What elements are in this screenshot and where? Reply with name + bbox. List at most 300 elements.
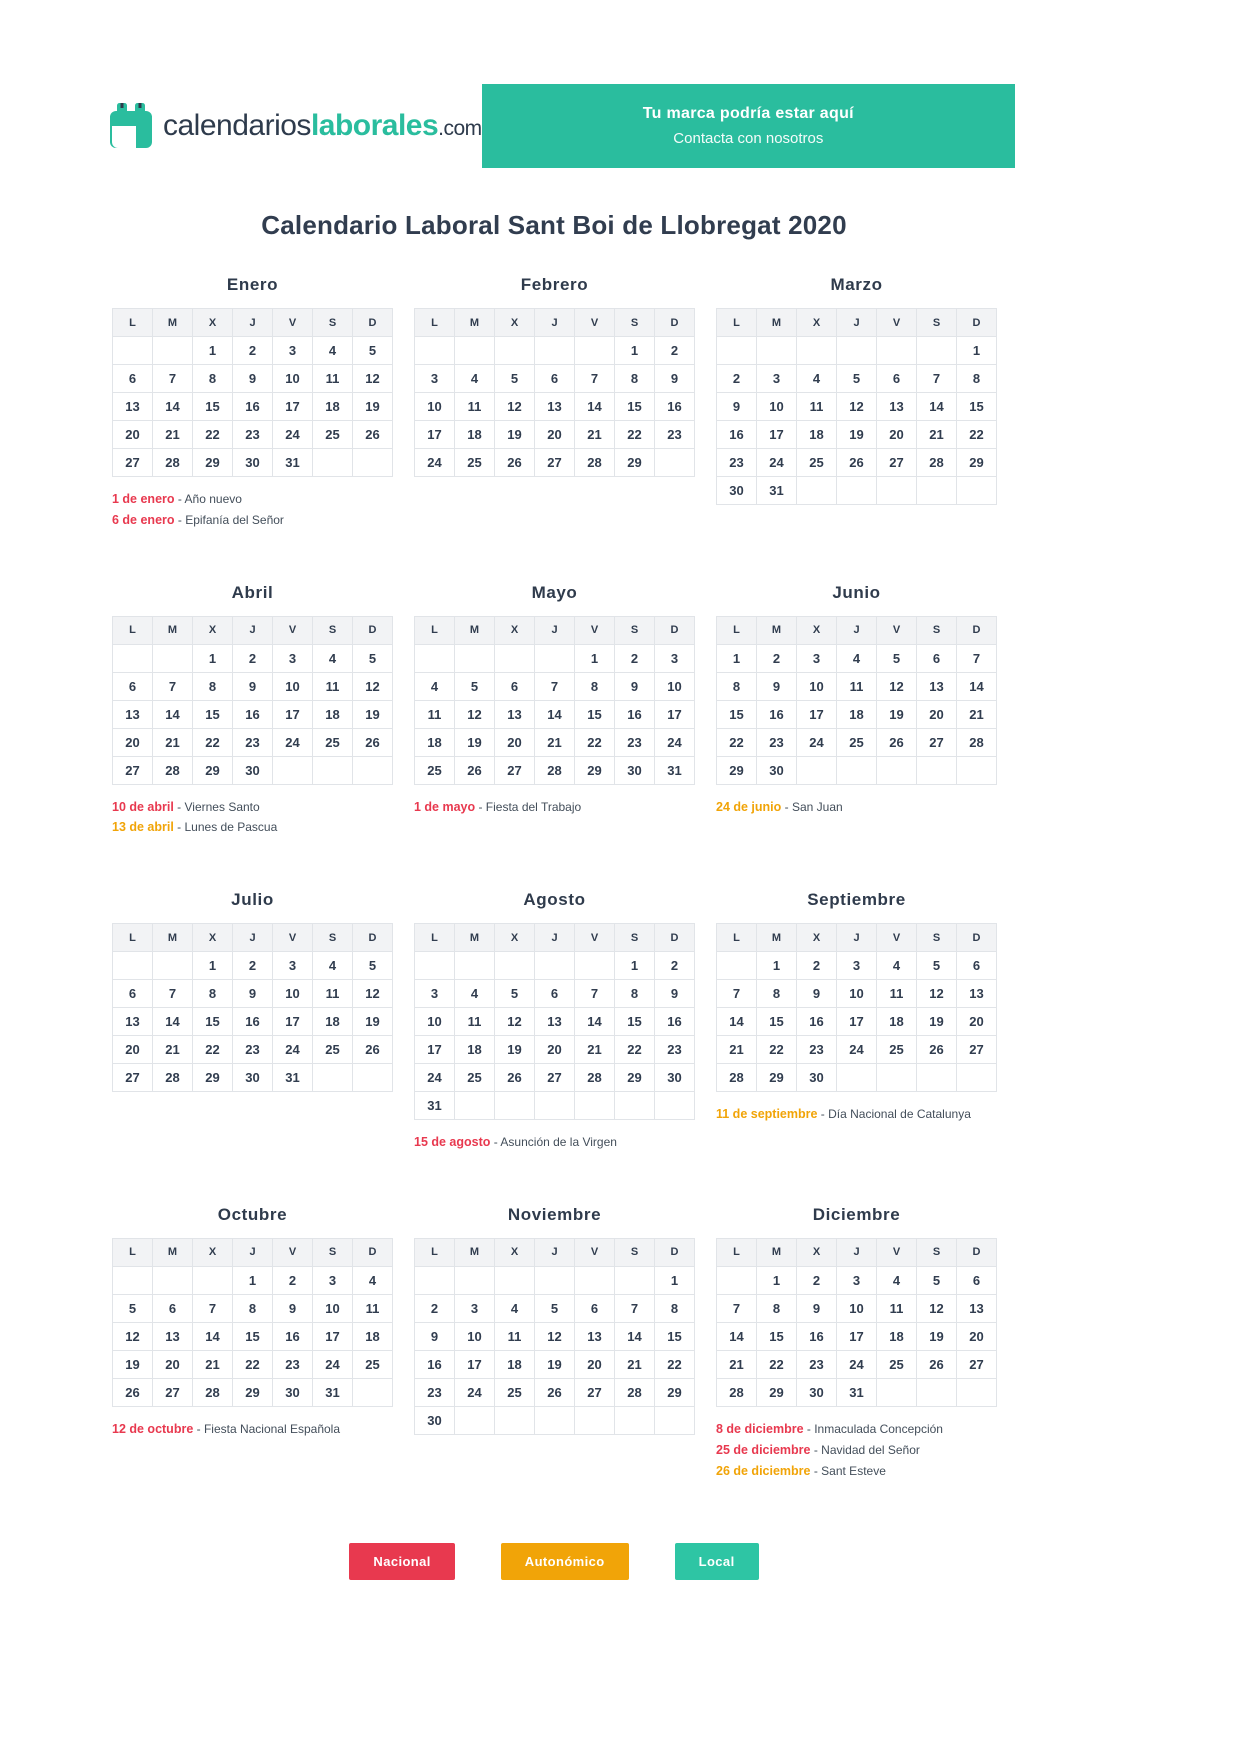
empty-cell xyxy=(495,1266,535,1294)
day-cell: 29 xyxy=(233,1378,273,1406)
weekday-header: J xyxy=(233,924,273,952)
day-cell: 7 xyxy=(575,365,615,393)
day-cell: 12 xyxy=(353,365,393,393)
day-cell: 16 xyxy=(797,1322,837,1350)
day-cell: 16 xyxy=(797,1008,837,1036)
weekday-header: D xyxy=(353,924,393,952)
day-cell: 1 xyxy=(615,952,655,980)
weekday-row xyxy=(717,1238,997,1266)
day-cell: 10 xyxy=(655,672,695,700)
day-cell: 30 xyxy=(273,1378,313,1406)
day-cell: 24 xyxy=(313,1350,353,1378)
empty-cell xyxy=(455,337,495,365)
day-cell: 5 xyxy=(353,952,393,980)
holiday-note-date: 25 de diciembre xyxy=(716,1442,811,1457)
empty-cell xyxy=(717,1266,757,1294)
day-cell: 12 xyxy=(353,980,393,1008)
day-cell: 29 xyxy=(757,1064,797,1092)
weekday-header: M xyxy=(757,1238,797,1266)
day-cell: 11 xyxy=(455,393,495,421)
holiday-note-date: 1 de enero xyxy=(112,492,175,506)
day-cell: 6 xyxy=(495,672,535,700)
day-cell: 25 xyxy=(455,449,495,477)
day-cell: 8 xyxy=(655,1294,695,1322)
holiday-note-desc: - San Juan xyxy=(781,799,843,814)
empty-cell xyxy=(535,337,575,365)
week-row xyxy=(415,728,695,756)
week-row xyxy=(415,1350,695,1378)
day-cell: 17 xyxy=(455,1350,495,1378)
day-cell: 27 xyxy=(575,1378,615,1406)
month-title: Julio xyxy=(231,890,274,910)
day-cell: 30 xyxy=(233,1064,273,1092)
day-cell: 5 xyxy=(353,644,393,672)
weekday-header: X xyxy=(495,616,535,644)
day-cell: 5 xyxy=(917,952,957,980)
day-cell: 29 xyxy=(957,449,997,477)
day-cell: 11 xyxy=(353,1294,393,1322)
day-cell: 7 xyxy=(917,365,957,393)
empty-cell xyxy=(837,1064,877,1092)
week-row xyxy=(717,1266,997,1294)
weekday-header: X xyxy=(495,1238,535,1266)
day-cell: 25 xyxy=(837,728,877,756)
day-cell: 24 xyxy=(273,1036,313,1064)
empty-cell xyxy=(535,644,575,672)
day-cell: 16 xyxy=(273,1322,313,1350)
day-cell: 5 xyxy=(837,365,877,393)
weekday-header: S xyxy=(313,309,353,337)
week-row xyxy=(415,980,695,1008)
day-cell: 9 xyxy=(273,1294,313,1322)
empty-cell xyxy=(797,756,837,784)
legend-nacional-button[interactable]: Nacional xyxy=(349,1543,454,1580)
day-cell: 24 xyxy=(455,1378,495,1406)
weekday-row xyxy=(415,1238,695,1266)
day-cell: 29 xyxy=(193,449,233,477)
weekday-header: J xyxy=(233,309,273,337)
holiday-note-desc: - Inmaculada Concepción xyxy=(803,1421,943,1436)
day-cell: 10 xyxy=(273,980,313,1008)
weekday-header: J xyxy=(837,309,877,337)
week-row xyxy=(415,644,695,672)
weekday-row xyxy=(113,309,393,337)
empty-cell xyxy=(575,337,615,365)
empty-cell xyxy=(495,1092,535,1120)
month-title: Noviembre xyxy=(507,1204,602,1224)
week-row xyxy=(717,952,997,980)
day-cell: 28 xyxy=(153,756,193,784)
day-cell: 4 xyxy=(495,1294,535,1322)
day-cell: 26 xyxy=(353,1036,393,1064)
day-cell: 28 xyxy=(535,756,575,784)
weekday-header: J xyxy=(535,1238,575,1266)
weekday-header: X xyxy=(193,616,233,644)
day-cell: 4 xyxy=(455,365,495,393)
week-row xyxy=(717,477,997,505)
day-cell: 7 xyxy=(957,644,997,672)
weekday-header: X xyxy=(495,924,535,952)
month-title: Septiembre xyxy=(807,890,906,910)
day-cell: 19 xyxy=(113,1350,153,1378)
day-cell: 17 xyxy=(415,1036,455,1064)
day-cell: 8 xyxy=(957,365,997,393)
weekday-header: J xyxy=(233,616,273,644)
empty-cell xyxy=(455,644,495,672)
weekday-header: D xyxy=(655,924,695,952)
day-cell: 23 xyxy=(415,1378,455,1406)
empty-cell xyxy=(615,1092,655,1120)
weekday-header: L xyxy=(717,924,757,952)
holiday-note-desc: - Viernes Santo xyxy=(173,799,260,814)
weekday-header: X xyxy=(797,1238,837,1266)
day-cell: 15 xyxy=(575,700,615,728)
day-cell: 4 xyxy=(313,337,353,365)
day-cell: 4 xyxy=(837,644,877,672)
day-cell: 28 xyxy=(193,1378,233,1406)
week-row xyxy=(113,393,393,421)
day-cell: 24 xyxy=(837,1350,877,1378)
day-cell: 3 xyxy=(797,644,837,672)
weekday-header: D xyxy=(353,309,393,337)
day-cell: 28 xyxy=(153,449,193,477)
holiday-note xyxy=(112,1419,393,1440)
week-row xyxy=(717,337,997,365)
weekday-header: S xyxy=(615,309,655,337)
day-cell: 17 xyxy=(273,393,313,421)
day-cell: 5 xyxy=(535,1294,575,1322)
weekday-header: X xyxy=(495,309,535,337)
week-row xyxy=(113,1350,393,1378)
day-cell: 23 xyxy=(757,728,797,756)
day-cell: 9 xyxy=(797,980,837,1008)
day-cell: 14 xyxy=(717,1008,757,1036)
day-cell: 14 xyxy=(153,393,193,421)
week-row xyxy=(113,728,393,756)
holiday-day-cell: 13 xyxy=(113,700,153,728)
empty-cell xyxy=(917,477,957,505)
day-cell: 31 xyxy=(313,1378,353,1406)
day-cell: 19 xyxy=(353,1008,393,1036)
weekday-row xyxy=(717,309,997,337)
legend-autonomico-button[interactable]: Autonómico xyxy=(501,1543,629,1580)
day-cell: 24 xyxy=(273,728,313,756)
day-cell: 29 xyxy=(717,756,757,784)
weekday-row xyxy=(717,924,997,952)
month-calendar xyxy=(414,923,695,1120)
day-cell: 15 xyxy=(655,1322,695,1350)
day-cell: 6 xyxy=(917,644,957,672)
holiday-note-date: 10 de abril xyxy=(112,799,174,814)
month-calendar xyxy=(112,616,393,785)
day-cell: 8 xyxy=(757,980,797,1008)
month-block xyxy=(414,1205,695,1447)
weekday-header: S xyxy=(313,924,353,952)
weekday-header: J xyxy=(837,616,877,644)
weekday-header: X xyxy=(797,309,837,337)
logo-wordmark xyxy=(163,109,482,143)
weekday-row xyxy=(113,924,393,952)
weekday-header: S xyxy=(615,1238,655,1266)
logo[interactable] xyxy=(108,84,482,168)
week-row xyxy=(717,1064,997,1092)
day-cell: 29 xyxy=(655,1378,695,1406)
empty-cell xyxy=(153,644,193,672)
day-cell: 24 xyxy=(273,421,313,449)
day-cell: 22 xyxy=(717,728,757,756)
weekday-row xyxy=(415,924,695,952)
empty-cell xyxy=(917,1064,957,1092)
holiday-note xyxy=(112,817,393,838)
month-calendar xyxy=(112,308,393,477)
day-cell: 2 xyxy=(233,337,273,365)
month-title: Abril xyxy=(231,582,274,602)
day-cell: 22 xyxy=(575,728,615,756)
day-cell: 1 xyxy=(233,1266,273,1294)
day-cell: 8 xyxy=(193,980,233,1008)
day-cell: 10 xyxy=(313,1294,353,1322)
day-cell: 20 xyxy=(535,1036,575,1064)
month-title: Junio xyxy=(832,582,881,602)
day-cell: 18 xyxy=(313,393,353,421)
day-cell: 4 xyxy=(353,1266,393,1294)
weekday-header: S xyxy=(917,616,957,644)
weekday-header: V xyxy=(273,1238,313,1266)
holiday-note-date: 6 de enero xyxy=(112,512,175,527)
empty-cell xyxy=(837,756,877,784)
day-cell: 22 xyxy=(757,1350,797,1378)
day-cell: 31 xyxy=(757,477,797,505)
holiday-day-cell: 8 xyxy=(757,1294,797,1322)
day-cell: 28 xyxy=(575,1064,615,1092)
day-cell: 3 xyxy=(273,337,313,365)
day-cell: 18 xyxy=(455,1036,495,1064)
empty-cell xyxy=(655,1406,695,1434)
day-cell: 13 xyxy=(495,700,535,728)
day-cell: 18 xyxy=(837,700,877,728)
empty-cell xyxy=(455,1092,495,1120)
empty-cell xyxy=(455,1266,495,1294)
day-cell: 27 xyxy=(535,1064,575,1092)
month-block xyxy=(112,275,393,531)
day-cell: 25 xyxy=(313,728,353,756)
empty-cell xyxy=(957,1378,997,1406)
week-row xyxy=(415,365,695,393)
day-cell: 26 xyxy=(113,1378,153,1406)
day-cell: 19 xyxy=(353,700,393,728)
legend xyxy=(108,1543,1000,1580)
day-cell: 19 xyxy=(917,1008,957,1036)
day-cell: 2 xyxy=(797,1266,837,1294)
month-calendar xyxy=(716,616,997,785)
weekday-header: S xyxy=(615,616,655,644)
holiday-note xyxy=(716,1419,997,1440)
day-cell: 21 xyxy=(717,1036,757,1064)
day-cell: 6 xyxy=(535,365,575,393)
week-row xyxy=(113,980,393,1008)
empty-cell xyxy=(535,1266,575,1294)
holiday-note-date: 8 de diciembre xyxy=(716,1421,804,1436)
day-cell: 18 xyxy=(455,421,495,449)
week-row xyxy=(415,1064,695,1092)
weekday-header: D xyxy=(957,924,997,952)
day-cell: 9 xyxy=(717,393,757,421)
day-cell: 11 xyxy=(415,700,455,728)
day-cell: 16 xyxy=(233,700,273,728)
day-cell: 19 xyxy=(495,1036,535,1064)
day-cell: 26 xyxy=(917,1036,957,1064)
day-cell: 24 xyxy=(757,449,797,477)
day-cell: 29 xyxy=(193,756,233,784)
empty-cell xyxy=(615,1266,655,1294)
holiday-note xyxy=(716,1440,997,1461)
month-notes xyxy=(716,1419,997,1481)
banner-contact-link[interactable]: Contacta con nosotros xyxy=(673,130,824,147)
empty-cell xyxy=(575,1406,615,1434)
month-block xyxy=(414,275,695,489)
day-cell: 11 xyxy=(877,1294,917,1322)
empty-cell xyxy=(877,1064,917,1092)
empty-cell xyxy=(495,1406,535,1434)
day-cell: 22 xyxy=(233,1350,273,1378)
day-cell: 3 xyxy=(757,365,797,393)
empty-cell xyxy=(917,337,957,365)
empty-cell xyxy=(193,1266,233,1294)
week-row xyxy=(415,449,695,477)
day-cell: 4 xyxy=(415,672,455,700)
empty-cell xyxy=(917,756,957,784)
day-cell: 27 xyxy=(917,728,957,756)
month-notes xyxy=(716,1104,997,1125)
day-cell: 29 xyxy=(193,1064,233,1092)
holiday-day-cell: 24 xyxy=(797,728,837,756)
day-cell: 2 xyxy=(655,337,695,365)
day-cell: 12 xyxy=(535,1322,575,1350)
empty-cell xyxy=(415,1266,455,1294)
empty-cell xyxy=(877,477,917,505)
day-cell: 7 xyxy=(615,1294,655,1322)
day-cell: 22 xyxy=(615,421,655,449)
day-cell: 5 xyxy=(917,1266,957,1294)
day-cell: 22 xyxy=(193,421,233,449)
week-row xyxy=(415,421,695,449)
holiday-day-cell: 1 xyxy=(575,644,615,672)
day-cell: 21 xyxy=(535,728,575,756)
day-cell: 30 xyxy=(233,449,273,477)
day-cell: 2 xyxy=(233,952,273,980)
day-cell: 9 xyxy=(233,672,273,700)
week-row xyxy=(717,728,997,756)
weekday-header: M xyxy=(153,1238,193,1266)
day-cell: 21 xyxy=(957,700,997,728)
holiday-note-desc: - Día Nacional de Catalunya xyxy=(817,1107,971,1122)
day-cell: 4 xyxy=(313,644,353,672)
holiday-note-date: 13 de abril xyxy=(112,820,174,835)
day-cell: 20 xyxy=(113,1036,153,1064)
day-cell: 25 xyxy=(313,421,353,449)
week-row xyxy=(717,1294,997,1322)
holiday-note xyxy=(716,1104,997,1125)
day-cell: 9 xyxy=(415,1322,455,1350)
empty-cell xyxy=(575,952,615,980)
day-cell: 23 xyxy=(233,421,273,449)
day-cell: 1 xyxy=(717,644,757,672)
day-cell: 16 xyxy=(615,700,655,728)
weekday-header: V xyxy=(575,309,615,337)
day-cell: 21 xyxy=(575,1036,615,1064)
day-cell: 25 xyxy=(877,1036,917,1064)
logo-text-bold: laborales xyxy=(310,109,439,142)
month-title: Octubre xyxy=(217,1204,288,1224)
weekday-header: J xyxy=(535,309,575,337)
day-cell: 15 xyxy=(193,1008,233,1036)
day-cell: 23 xyxy=(797,1350,837,1378)
day-cell: 15 xyxy=(193,700,233,728)
week-row xyxy=(415,1322,695,1350)
holiday-note-desc: - Navidad del Señor xyxy=(810,1442,920,1457)
empty-cell xyxy=(655,1092,695,1120)
day-cell: 10 xyxy=(273,365,313,393)
day-cell: 3 xyxy=(273,952,313,980)
day-cell: 23 xyxy=(717,449,757,477)
day-cell: 1 xyxy=(193,644,233,672)
day-cell: 10 xyxy=(837,1294,877,1322)
day-cell: 13 xyxy=(535,1008,575,1036)
months-grid xyxy=(112,275,998,1481)
day-cell: 21 xyxy=(153,728,193,756)
empty-cell xyxy=(273,756,313,784)
day-cell: 2 xyxy=(757,644,797,672)
day-cell: 11 xyxy=(313,365,353,393)
day-cell: 21 xyxy=(575,421,615,449)
day-cell: 4 xyxy=(877,1266,917,1294)
weekday-row xyxy=(717,616,997,644)
weekday-header: V xyxy=(877,1238,917,1266)
week-row xyxy=(717,1036,997,1064)
day-cell: 22 xyxy=(193,728,233,756)
day-cell: 18 xyxy=(877,1322,917,1350)
day-cell: 6 xyxy=(113,672,153,700)
month-calendar xyxy=(716,308,997,505)
day-cell: 16 xyxy=(717,421,757,449)
day-cell: 17 xyxy=(655,700,695,728)
holiday-day-cell: 10 xyxy=(273,672,313,700)
empty-cell xyxy=(153,1266,193,1294)
day-cell: 30 xyxy=(233,756,273,784)
empty-cell xyxy=(313,1064,353,1092)
day-cell: 9 xyxy=(233,365,273,393)
empty-cell xyxy=(917,1378,957,1406)
week-row xyxy=(717,980,997,1008)
day-cell: 30 xyxy=(797,1064,837,1092)
day-cell: 7 xyxy=(717,980,757,1008)
weekday-header: S xyxy=(313,1238,353,1266)
weekday-header: L xyxy=(415,309,455,337)
day-cell: 23 xyxy=(233,728,273,756)
day-cell: 9 xyxy=(615,672,655,700)
legend-local-button[interactable]: Local xyxy=(675,1543,759,1580)
weekday-header: X xyxy=(193,309,233,337)
holiday-note-date: 15 de agosto xyxy=(414,1135,491,1150)
holiday-note xyxy=(112,489,393,510)
day-cell: 27 xyxy=(535,449,575,477)
month-block xyxy=(716,1205,997,1481)
ad-banner[interactable] xyxy=(482,84,1015,168)
day-cell: 26 xyxy=(837,449,877,477)
empty-cell xyxy=(415,337,455,365)
day-cell: 12 xyxy=(837,393,877,421)
empty-cell xyxy=(415,952,455,980)
